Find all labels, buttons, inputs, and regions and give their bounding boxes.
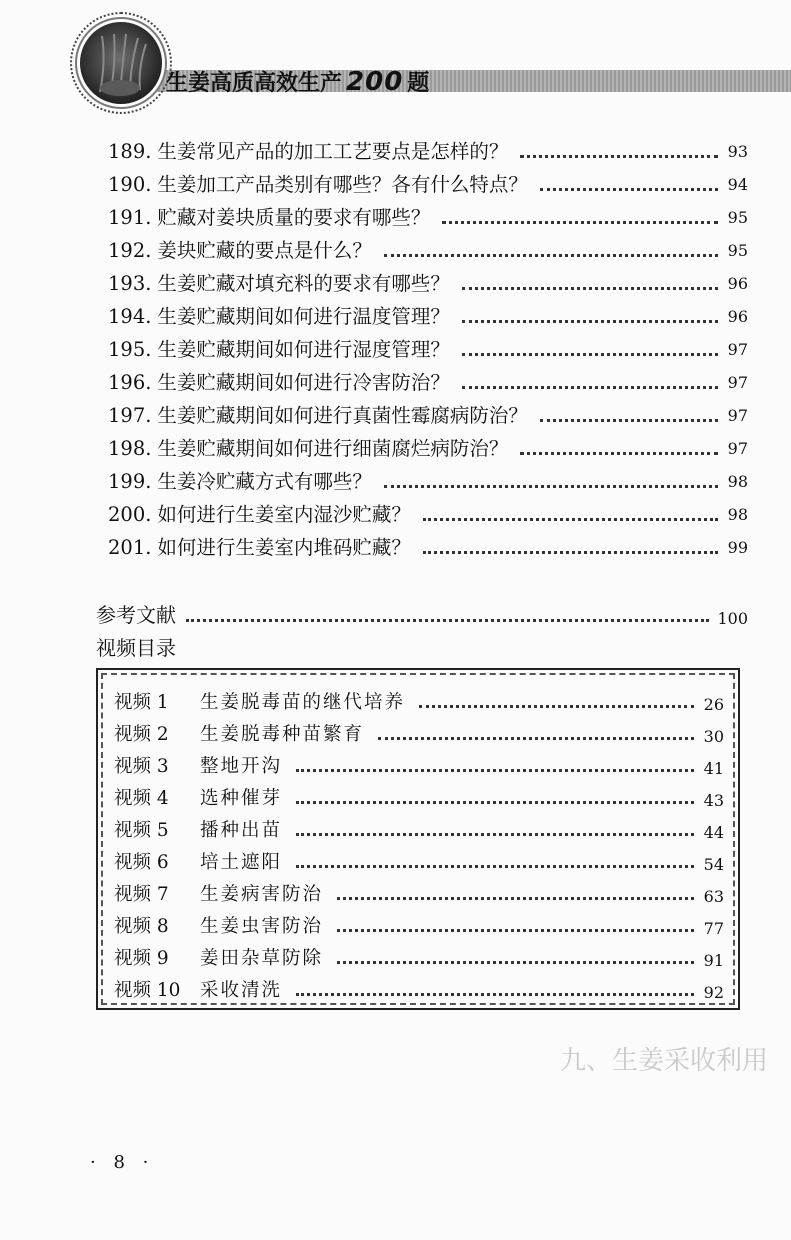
toc-item[interactable]	[108, 198, 748, 230]
video-item-title: 培土遮阳	[200, 852, 283, 873]
toc-item[interactable]	[108, 132, 748, 164]
dot-leader	[520, 155, 718, 158]
video-item-label: 视频 9	[114, 948, 169, 969]
book-title-number: 200	[346, 67, 404, 97]
video-item-title: 生姜虫害防治	[200, 916, 324, 937]
video-section-title: 视频目录	[96, 636, 176, 660]
video-item-title: 生姜脱毒种苗繁育	[200, 724, 365, 745]
video-item[interactable]	[114, 908, 724, 938]
toc-item-number: 197.	[108, 404, 152, 427]
dot-leader	[462, 353, 718, 356]
video-item[interactable]	[114, 716, 724, 746]
dot-leader	[378, 737, 694, 740]
toc-item-number: 189.	[108, 140, 152, 163]
video-item-title: 播种出苗	[200, 820, 283, 841]
toc-item-page: 95	[727, 241, 748, 260]
video-item-page: 30	[703, 727, 724, 746]
dot-leader	[442, 221, 718, 224]
toc-item-page: 97	[727, 439, 748, 458]
book-title-suffix: 题	[407, 71, 430, 96]
dot-leader	[337, 929, 694, 932]
video-item-label: 视频 8	[114, 916, 169, 937]
dot-leader	[296, 993, 694, 996]
dot-leader	[337, 897, 694, 900]
video-item-page: 54	[703, 855, 724, 874]
video-item-title: 选种催芽	[200, 788, 283, 809]
toc-item[interactable]	[108, 165, 748, 197]
toc-item-number: 195.	[108, 338, 152, 361]
video-item-title: 采收清洗	[200, 980, 283, 1001]
toc-item-title: 贮藏对姜块质量的要求有哪些？	[157, 206, 431, 229]
book-title-prefix: 生姜高质高效生产	[166, 71, 343, 96]
toc-item[interactable]	[108, 429, 748, 461]
dot-leader	[384, 485, 718, 488]
toc-item-title: 如何进行生姜室内堆码贮藏？	[157, 536, 411, 559]
toc-item-title: 生姜贮藏期间如何进行冷害防治？	[157, 371, 450, 394]
toc-item[interactable]	[108, 264, 748, 296]
toc-item-page: 98	[727, 505, 748, 524]
video-item-label: 视频 5	[114, 820, 169, 841]
video-item[interactable]	[114, 684, 724, 714]
dot-leader	[296, 833, 694, 836]
dot-leader	[520, 452, 718, 455]
video-item-label: 视频 4	[114, 788, 169, 809]
dot-leader	[462, 320, 718, 323]
toc-item[interactable]	[108, 363, 748, 395]
toc-item-title: 生姜贮藏期间如何进行温度管理？	[157, 305, 450, 328]
toc-item-page: 98	[727, 472, 748, 491]
toc-item-page: 97	[727, 406, 748, 425]
toc-item[interactable]	[108, 528, 748, 560]
video-item[interactable]	[114, 844, 724, 874]
video-item-page: 43	[703, 791, 724, 810]
video-item[interactable]	[114, 748, 724, 778]
video-item-title: 生姜脱毒苗的继代培养	[200, 692, 406, 713]
toc-item-number: 194.	[108, 305, 152, 328]
toc-item-number: 199.	[108, 470, 152, 493]
toc-item-title: 如何进行生姜室内湿沙贮藏？	[157, 503, 411, 526]
video-item[interactable]	[114, 876, 724, 906]
video-item-page: 63	[703, 887, 724, 906]
page-header	[0, 0, 791, 120]
dot-leader	[384, 254, 718, 257]
references-label: 参考文献	[96, 603, 176, 627]
dot-leader	[423, 551, 718, 554]
toc-item[interactable]	[108, 231, 748, 263]
dot-leader	[462, 386, 718, 389]
toc-item-page: 96	[727, 274, 748, 293]
video-item-label: 视频 3	[114, 756, 169, 777]
video-item-title: 姜田杂草防除	[200, 948, 324, 969]
toc-item-number: 198.	[108, 437, 152, 460]
toc-item-page: 97	[727, 373, 748, 392]
toc-item-page: 99	[727, 538, 748, 557]
toc-item[interactable]	[108, 297, 748, 329]
video-item-page: 26	[703, 695, 724, 714]
toc-item[interactable]	[108, 462, 748, 494]
video-item-page: 91	[703, 951, 724, 970]
toc-item-number: 200.	[108, 503, 152, 526]
video-item-page: 44	[703, 823, 724, 842]
toc-item-title: 生姜贮藏期间如何进行湿度管理？	[157, 338, 450, 361]
dot-leader	[540, 419, 718, 422]
toc-item-number: 196.	[108, 371, 152, 394]
video-item-label: 视频 2	[114, 724, 169, 745]
toc-item-page: 97	[727, 340, 748, 359]
toc-item[interactable]	[108, 396, 748, 428]
toc-item-title: 生姜贮藏对填充料的要求有哪些？	[157, 272, 450, 295]
dot-leader	[337, 961, 694, 964]
video-item[interactable]	[114, 940, 724, 970]
references-page: 100	[717, 609, 748, 628]
toc-item-page: 95	[727, 208, 748, 227]
toc-item-title: 生姜贮藏期间如何进行真菌性霉腐病防治？	[157, 404, 528, 427]
dot-leader	[462, 287, 718, 290]
toc-item-number: 193.	[108, 272, 152, 295]
dot-leader	[419, 705, 694, 708]
video-item[interactable]	[114, 812, 724, 842]
video-item[interactable]	[114, 972, 724, 1002]
video-item-page: 77	[703, 919, 724, 938]
dot-leader	[186, 619, 709, 622]
page-number: · 8 ·	[90, 1152, 155, 1173]
toc-item-title: 生姜加工产品类别有哪些？各有什么特点？	[157, 173, 528, 196]
video-item[interactable]	[114, 780, 724, 810]
book-title	[166, 66, 429, 97]
toc-item-page: 93	[727, 142, 748, 161]
toc-item-title: 生姜贮藏期间如何进行细菌腐烂病防治？	[157, 437, 509, 460]
toc-item-title: 姜块贮藏的要点是什么？	[157, 239, 372, 262]
toc-item-number: 191.	[108, 206, 152, 229]
dot-leader	[296, 769, 694, 772]
dot-leader	[423, 518, 718, 521]
toc-item-title: 生姜冷贮藏方式有哪些？	[157, 470, 372, 493]
video-item-title: 生姜病害防治	[200, 884, 324, 905]
toc-item[interactable]	[108, 495, 748, 527]
toc-item-number: 201.	[108, 536, 152, 559]
toc-item-title: 生姜常见产品的加工工艺要点是怎样的？	[157, 140, 509, 163]
video-list-box	[96, 668, 740, 1010]
toc-item-number: 190.	[108, 173, 152, 196]
ginger-emblem-icon	[80, 22, 162, 104]
toc-item-page: 96	[727, 307, 748, 326]
toc-item-number: 192.	[108, 239, 152, 262]
toc-item[interactable]	[108, 330, 748, 362]
video-item-label: 视频 10	[114, 980, 181, 1001]
video-item-label: 视频 6	[114, 852, 169, 873]
dot-leader	[296, 865, 694, 868]
video-item-page: 41	[703, 759, 724, 778]
video-item-page: 92	[703, 983, 724, 1002]
video-item-label: 视频 1	[114, 692, 169, 713]
video-item-title: 整地开沟	[200, 756, 283, 777]
toc-item-page: 94	[727, 175, 748, 194]
video-item-label: 视频 7	[114, 884, 169, 905]
show-through-heading: 九、生姜采收利用	[560, 1046, 769, 1076]
toc-item-references[interactable]	[96, 598, 748, 628]
dot-leader	[540, 188, 718, 191]
dot-leader	[296, 801, 694, 804]
